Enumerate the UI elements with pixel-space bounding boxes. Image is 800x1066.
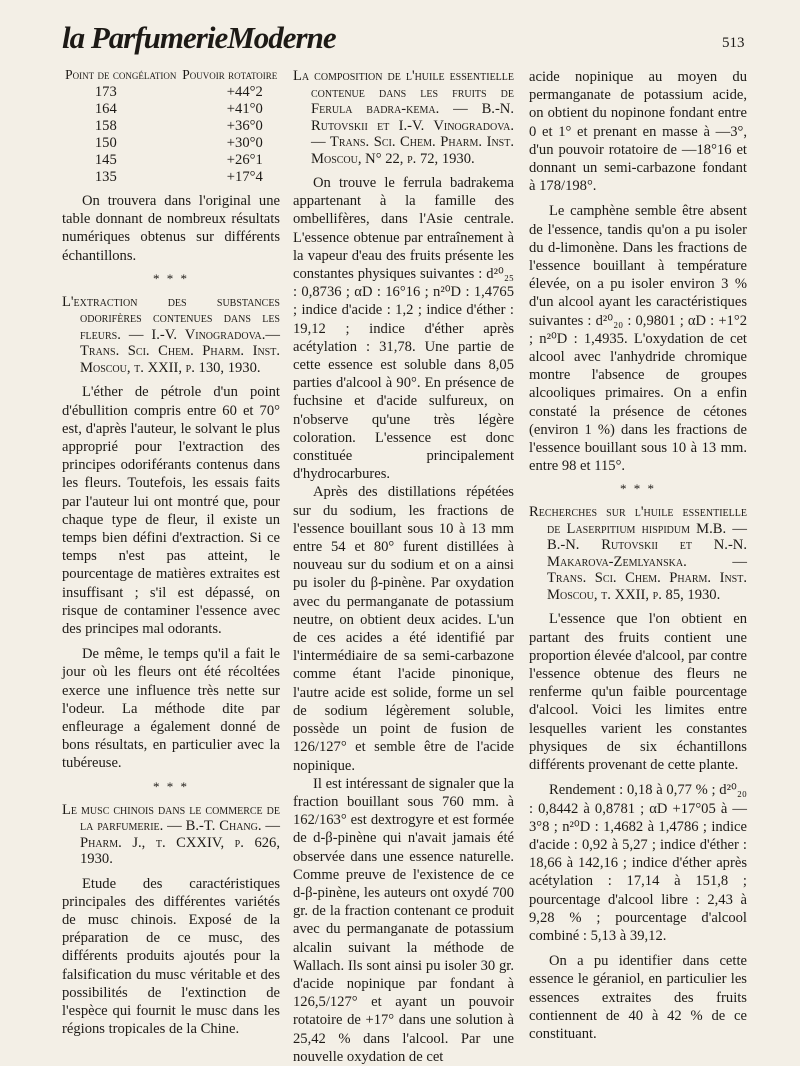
- section-separator: * * *: [153, 270, 189, 286]
- column-2: [293, 68, 514, 1066]
- table-row: [62, 169, 280, 186]
- table-header-rotatory-power: Pouvoir rotatoire: [182, 67, 278, 82]
- article-heading-ferula: La composition de l'huile essentielle contenue dans les fruits de Ferula badra-kema. — B.-N. Rutovskii et I.-V. Vinogradova. — Trans. Sci. Chem. Pharm. Inst. Moscou, N° 22, p. 72, 1930.: [293, 68, 514, 167]
- table-cell: 135: [94, 169, 117, 185]
- section-separator: * * *: [620, 481, 656, 497]
- paragraph-laserpitium-2: Rendement : 0,18 à 0,77 % ; d²⁰₂₀ : 0,8442 à 0,8781 ; αD +17°05 à —3°8 ; n²⁰D : 1,4682 à 1,4786 ; indice d'acide : 0,92 à 5,27 ; indice d'éther : 18,66 à 142,16 ; indice d'éther après acétylation : 17,14 à 151,8 ; pourcentage d'alcool libre : 2,43 à 9,28 % ; pourcentage d'alcool combiné : 5,13 à 39,12.: [529, 782, 747, 944]
- table-row: [62, 118, 280, 135]
- section-separator: * * *: [153, 778, 189, 794]
- article-heading-laserpitium: Recherches sur l'huile essentielle de Laserpitium hispidum M.B. — B.-N. Rutovskii et N.-N. Makarova-Zemlyanska. — Trans. Sci. Chem. Pharm. Inst. Moscou, t. XXII, p. 85, 1930.: [529, 504, 747, 603]
- article-heading-extraction: L'extraction des substances odorifères contenues dans les fleurs. — I.-V. Vinogradova.— Trans. Sci. Chem. Pharm. Inst. Moscou, t. XXII, p. 130, 1930.: [62, 293, 280, 376]
- table-row: [62, 135, 280, 152]
- paragraph-ferula-continued: acide nopinique au moyen du permanganate de potassium acide, on obtient du nopinone fondant entre 0 et 1° et prenant en masse à —3°, d'un pouvoir rotatoire de —18°16 et donnant un semi-carbazone fondant à 178/198°.: [529, 69, 747, 195]
- rotation-table: [62, 68, 280, 186]
- paragraph-extraction-2: De même, le temps qu'il a fait le jour où les fleurs ont été récoltées exerce une influence très nette sur l'odeur. La méthode dite par enfleurage a également donné de bons résultats, en particulier avec la tubéreuse.: [62, 646, 280, 772]
- table-cell: +30°0: [226, 135, 263, 151]
- table-cell: +44°2: [226, 84, 263, 100]
- table-cell: +17°4: [226, 169, 263, 185]
- paragraph-ferula-3: Il est intéressant de signaler que la fraction bouillant sous 760 mm. à 162/163° est dextrogyre et est formée de d-β-pinène qui n'avait jamais été observée dans une essence naturelle. Comme preuve de l'existence de ce d-β-pinène, les auteurs ont oxydé 700 gr. de la fraction contenant ce produit avec du permanganate de potassium alcalin suivant la méthode de Wallach. Ils sont ainsi pu isoler 30 gr. d'acide nopinique par fondant à 126,5/127° et ayant un pouvoir rotatoire de +17° dans une solution à 25,42 % dans l'alcool. Par une nouvelle oxydation de cet: [293, 775, 514, 1065]
- paragraph-ferula-2: Après des distillations répétées sur du sodium, les fractions de l'essence bouillant sous 10 à 13 mm entre 54 et 80° furent distillées à nouveau sur du sodium et on a ainsi pu isoler du β-pinène. Par oxydation avec du permanganate de potassium neutre, on obtient deux acides. L'un de ces acides a été identifié par l'intermédiaire de sa semi-carbazone comme étant l'acide pinonique, l'autre acide est solide, forme un sel de sodium légèrement soluble, possède un point de fusion de 126/127° et semble être de l'acide nopinique.: [293, 484, 514, 774]
- table-cell: 150: [94, 135, 117, 151]
- table-cell: +26°1: [226, 152, 263, 168]
- paragraph-camphene: Le camphène semble être absent de l'essence, tandis qu'on a pu isoler du d-limonène. Dans les fractions de l'essence bouillant à température élevée, on a pu isoler environ 3 % d'un alcool ayant les caractéristiques suivantes : d²⁰₂₀ : 0,9801 ; αD : +1°2 ; n²⁰D : 1,4935. L'oxydation de cet alcool avec l'anhydride chromique montre l'absence de groupes alcooliques primaires. On a enfin constaté la présence de cétones (environ 1 %) dans les fractions de l'essence bouillant sous 10 à 13 mm. entre 98 et 115°.: [529, 203, 747, 475]
- paragraph-laserpitium-1: L'essence que l'on obtient en partant des fruits contient une proportion élevée d'alcool, par contre l'essence obtenue des fleurs ne renferme qu'un faible pourcentage d'alcool. Voici les limites entre lesquelles varient les constantes physiques de six échantillons différents provenant de cette plante.: [529, 611, 747, 774]
- paragraph-musc: Etude des caractéristiques principales des différentes variétés de musc chinois. Exposé de la préparation de ce musc, des différents produits ajoutés pour la falsification du musc véritable et des possibilités de l'extinction de l'espèce qui fournit le musc dans les régions tropicales de la Chine.: [62, 875, 280, 1038]
- table-row: [62, 152, 280, 169]
- table-cell: +36°0: [226, 118, 263, 134]
- paragraph-intro: On trouvera dans l'original une table donnant de nombreux résultats numériques obtenus sur différents échantillons.: [62, 193, 280, 264]
- journal-masthead: la ParfumerieModerne: [62, 20, 336, 55]
- table-row: [62, 101, 280, 118]
- page-number: 513: [722, 35, 745, 51]
- column-1: [62, 68, 280, 1038]
- table-cell: 145: [94, 152, 117, 168]
- article-heading-musc: Le musc chinois dans le commerce de la parfumerie. — B.-T. Chang. — Pharm. J., t. CXXIV, p. 626, 1930.: [62, 801, 280, 868]
- column-3: [529, 68, 747, 1043]
- table-cell: 158: [94, 118, 117, 134]
- paragraph-ferula-1: On trouve le ferrula badrakema appartenant à la famille des ombellifères, dans l'Asie centrale. L'essence obtenue par entraînement à la vapeur d'eau des fruits présente les constantes physiques suivantes : d²⁰₂₅ : 0,8736 ; αD : 16°16 ; n²⁰D : 1,4765 ; indice d'acide : 1,2 ; indice d'éther : 19,12 ; indice d'éther après acétylation : 31,78. Une partie de cette essence est soluble dans 8,05 parties d'alcool à 90°. En présence de fuchsine et d'acide sulfureux, on n'observe qu'une très légère coloration. L'essence est donc constituée principalement d'hydrocarbures.: [293, 175, 514, 483]
- table-row: [62, 84, 280, 101]
- table-cell: 173: [94, 84, 117, 100]
- table-cell: +41°0: [226, 101, 263, 117]
- paragraph-laserpitium-3: On a pu identifier dans cette essence le géraniol, en particulier les essences extraites des fruits contiennent de 40 à 42 % de ce constituant.: [529, 953, 747, 1042]
- table-cell: 164: [94, 101, 117, 117]
- paragraph-extraction-1: L'éther de pétrole d'un point d'ébullition compris entre 60 et 70° est, d'après l'auteur, le solvant le plus approprié pour l'extraction des principes odoriférants contenus dans les fleurs. Toutefois, les essais faits par l'auteur lui ont montré que, pour chaque type de fleur, il existe un temps bien défini d'extraction. Si ce temps n'est pas atteint, le pourcentage de matières extraites est insuffisant ; s'il est dépassé, on risque de contaminer l'essence avec des principes mal odorants.: [62, 384, 280, 637]
- table-header-freezing-point: Point de congélation: [65, 67, 177, 82]
